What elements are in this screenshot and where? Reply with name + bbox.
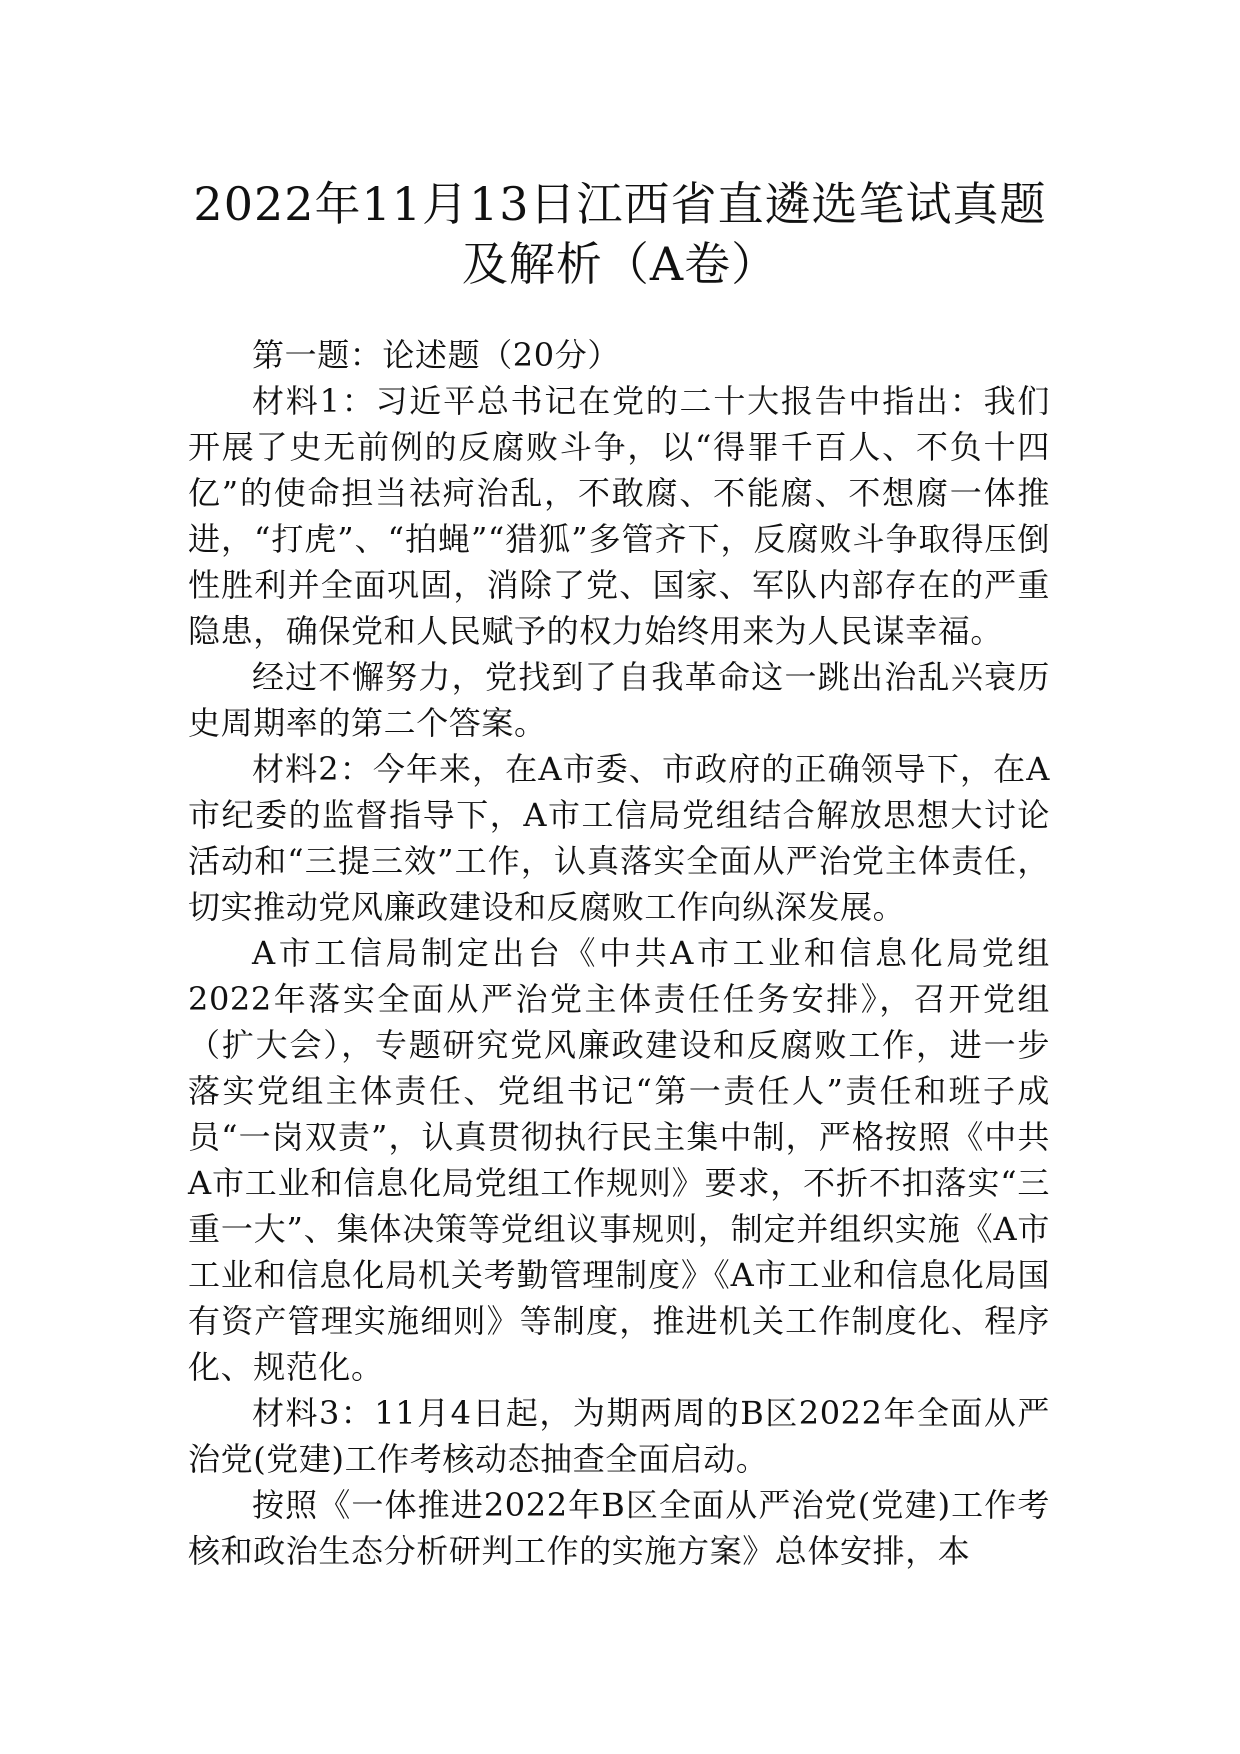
question-heading: 第一题：论述题（20分） <box>252 336 620 374</box>
material-3-paragraph: 材料3：11月4日起，为期两周的B区2022年全面从严治党(党建)工作考核动态抽查全面启动。 <box>188 1394 1050 1478</box>
material-1-continuation: 经过不懈努力，党找到了自我革命这一跳出治乱兴衰历史周期率的第二个答案。 <box>188 658 1050 742</box>
document-title-line-2: 及解析（A卷） <box>461 237 779 291</box>
material-3-continuation: 按照《一体推进2022年B区全面从严治党(党建)工作考核和政治生态分析研判工作的实施方案》总体安排，本 <box>188 1486 1050 1570</box>
document-body <box>188 332 1050 1574</box>
material-2-paragraph: 材料2：今年来，在A市委、市政府的正确领导下，在A市纪委的监督指导下，A市工信局党组结合解放思想大讨论活动和“三提三效”工作，认真落实全面从严治党主体责任，切实推动党风廉政建设和反腐败工作向纵深发展。 <box>188 750 1050 926</box>
document-title-line-1: 2022年11月13日江西省直遴选笔试真题 <box>193 177 1047 231</box>
material-1-paragraph: 材料1：习近平总书记在党的二十大报告中指出：我们开展了史无前例的反腐败斗争，以“得罪千百人、不负十四亿”的使命担当祛疴治乱，不敢腐、不能腐、不想腐一体推进，“打虎”、“拍蝇”“猎狐”多管齐下，反腐败斗争取得压倒性胜利并全面巩固，消除了党、国家、军队内部存在的严重隐患，确保党和人民赋予的权力始终用来为人民谋幸福。 <box>188 382 1050 650</box>
material-2-continuation: A市工信局制定出台《中共A市工业和信息化局党组2022年落实全面从严治党主体责任任务安排》，召开党组（扩大会），专题研究党风廉政建设和反腐败工作，进一步落实党组主体责任、党组书记“第一责任人”责任和班子成员“一岗双责”，认真贯彻执行民主集中制，严格按照《中共A市工业和信息化局党组工作规则》要求，不折不扣落实“三重一大”、集体决策等党组议事规则，制定并组织实施《A市工业和信息化局机关考勤管理制度》《A市工业和信息化局国有资产管理实施细则》等制度，推进机关工作制度化、程序化、规范化。 <box>188 934 1050 1386</box>
